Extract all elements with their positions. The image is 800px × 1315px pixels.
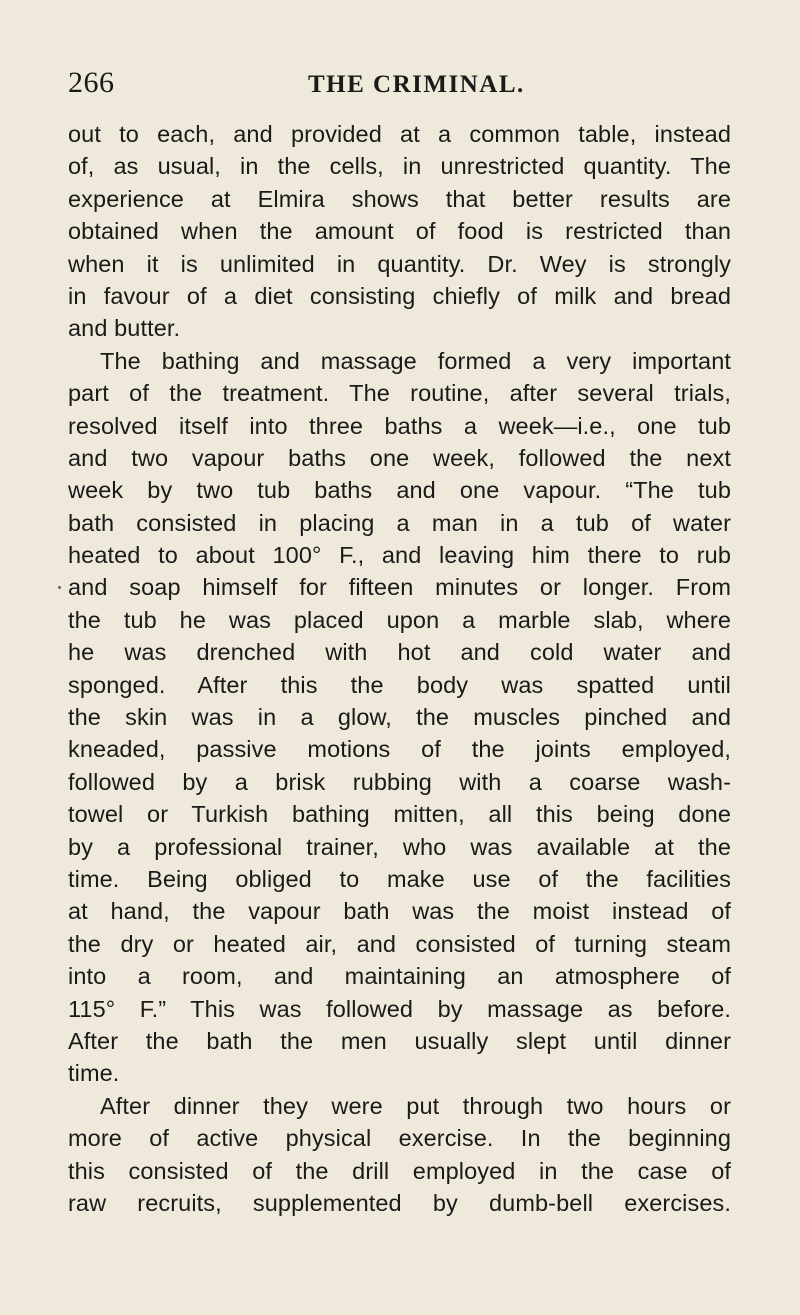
text-line: bath consisted in placing a man in a tub of water [68, 509, 731, 536]
text-line: 115° F.” This was followed by massage as before. [68, 995, 731, 1022]
text-line: week by two tub baths and one vapour. “The tub [68, 477, 731, 504]
text-line: of, as usual, in the cells, in unrestricted quantity. The [68, 153, 731, 180]
margin-speck [58, 586, 61, 589]
text-line: followed by a brisk rubbing with a coarse wash- [68, 768, 731, 795]
text-line: at hand, the vapour bath was the moist instead of [68, 898, 731, 925]
text-line: and two vapour baths one week, followed the next [68, 444, 731, 471]
text-line: when it is unlimited in quantity. Dr. Wey is strongly [68, 250, 731, 277]
text-line: obtained when the amount of food is restricted than [68, 218, 731, 245]
text-line: towel or Turkish bathing mitten, all this being done [68, 801, 731, 828]
text-line: time. [68, 1060, 120, 1087]
text-line: the tub he was placed upon a marble slab, where [68, 606, 731, 633]
text-line: the dry or heated air, and consisted of turning steam [68, 930, 731, 957]
text-line: by a professional trainer, who was available at the [68, 833, 731, 860]
text-line: more of active physical exercise. In the beginning [68, 1125, 731, 1152]
text-line: After dinner they were put through two hours or [100, 1092, 731, 1119]
page-header [68, 66, 731, 106]
running-head: THE CRIMINAL. [308, 71, 525, 98]
text-line: heated to about 100° F., and leaving him there to rub [68, 542, 731, 569]
text-line: resolved itself into three baths a week—i.e., one tub [68, 412, 731, 439]
text-line: he was drenched with hot and cold water and [68, 639, 731, 666]
text-line: part of the treatment. The routine, after several trials, [68, 380, 731, 407]
text-line: out to each, and provided at a common table, instead [68, 121, 731, 147]
page-number: 266 [68, 66, 115, 99]
text-line: The bathing and massage formed a very important [100, 347, 731, 374]
text-line: this consisted of the drill employed in the case of [68, 1157, 731, 1184]
text-line: in favour of a diet consisting chiefly of milk and bread [68, 282, 731, 309]
body-text [68, 118, 731, 1219]
text-line: and soap himself for fifteen minutes or longer. From [68, 574, 731, 601]
text-line: into a room, and maintaining an atmosphere of [68, 963, 731, 990]
text-line: kneaded, passive motions of the joints employed, [68, 736, 731, 763]
text-line: experience at Elmira shows that better results are [68, 185, 731, 212]
text-line: time. Being obliged to make use of the facilities [68, 865, 731, 892]
text-line: and butter. [68, 315, 181, 342]
text-line: the skin was in a glow, the muscles pinched and [68, 704, 731, 731]
text-line: After the bath the men usually slept until dinner [68, 1027, 731, 1054]
text-line: raw recruits, supplemented by dumb-bell exercises. [68, 1189, 731, 1216]
text-line: sponged. After this the body was spatted until [68, 671, 731, 698]
